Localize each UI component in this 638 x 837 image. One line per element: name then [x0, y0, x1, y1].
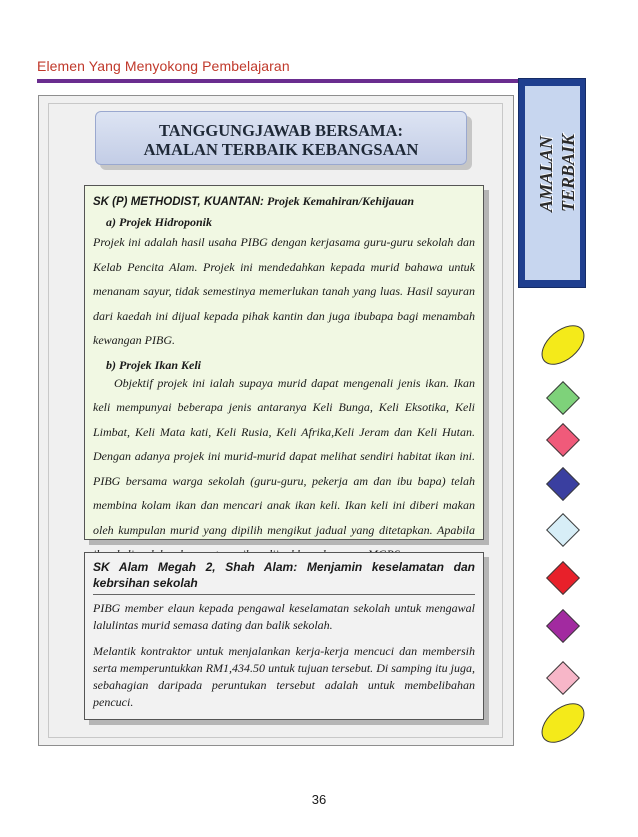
school-name: SK (P) METHODIST, KUANTAN: — [93, 196, 264, 208]
section-header-text: Elemen Yang Menyokong Pembelajaran — [37, 58, 290, 74]
green-diamond-icon — [546, 381, 580, 415]
red-diamond-icon — [546, 561, 580, 595]
pink-diamond-icon — [546, 423, 580, 457]
paragraph-ikan-keli: Objektif projek ini ialah supaya murid dapat mengenali jenis ikan. Ikan keli mempunyai beberapa jenis antaranya Keli Bunga, Keli Eksotika, Keli Limbat, Keli Mata kati, Keli Rusia, Keli Afrika,Keli Jeram dan Keli Hutan. Dengan adanya projek ini murid-murid dapat melihat sendiri habitat ikan ini. PIBG bersama warga sekolah (guru-guru, pekerja am dan ibu bapa) telah membina kolam ikan dan mencari anak ikan keli. Ikan keli ini diberi makan oleh kumpulan murid yang dipilih mengikut jadual yang ditetapkan. Apabila — [93, 375, 475, 537]
side-tab-panel — [525, 86, 580, 280]
lightpink-diamond-icon — [546, 661, 580, 695]
title-line-1: TANGGUNGJAWAB BERSAMA: — [158, 121, 403, 140]
sub-title-ikan-keli: b) Projek Ikan Keli — [106, 357, 201, 372]
card-alam-megah — [84, 552, 484, 720]
card-heading — [93, 193, 475, 210]
card-heading: SK Alam Megah 2, Shah Alam: Menjamin keselamatan dan kebrsihan sekolah — [93, 559, 475, 595]
yellow-oval-icon — [534, 695, 592, 750]
yellow-oval-icon — [534, 317, 592, 372]
side-tab-word-2: TERBAIK — [558, 134, 578, 213]
project-subject: Projek Kemahiran/Kehijauan — [267, 194, 415, 208]
side-tab — [518, 78, 586, 288]
card-methodist — [84, 185, 484, 540]
title-line-2: AMALAN TERBAIK KEBANGSAAN — [143, 140, 419, 159]
paragraph-guard: PIBG member elaun kepada pengawal keselamatan sekolah untuk mengawal lalulintas murid semasa dating dan balik sekolah. — [93, 601, 475, 632]
lightblue-diamond-icon — [546, 513, 580, 547]
navy-diamond-icon — [546, 467, 580, 501]
paragraph-contractor: Melantik kontraktor untuk menjalankan kerja-kerja mencuci dan membersih serta memperuntukkan RM1,434.50 untuk tujuan tersebut. Di samping itu juga, sebahagian daripada peruntukan tersebut adalah untuk membelibahan pencuci. — [93, 644, 475, 709]
side-tab-word-1: AMALAN — [536, 136, 556, 213]
header-rule — [37, 79, 518, 83]
page-number: 36 — [311, 792, 327, 807]
paragraph-hidroponik: Projek ini adalah hasil usaha PIBG dengan kerjasama guru-guru sekolah dan Kelab Pencita Alam. Projek ini mendedahkan kepada murid bahawa untuk menanam sayur, tidak semestinya memerlukan tanah yang luas. Hasil sayuran dari kaedah ini dijual kepada pihak kantin dan juga ibubapa bagi menambah kewangan PIBG. — [93, 235, 475, 347]
side-tab-label — [535, 134, 579, 212]
title-box — [95, 111, 467, 165]
sub-title-hidroponik: a) Projek Hidroponik — [106, 215, 213, 229]
purple-diamond-icon — [546, 609, 580, 643]
